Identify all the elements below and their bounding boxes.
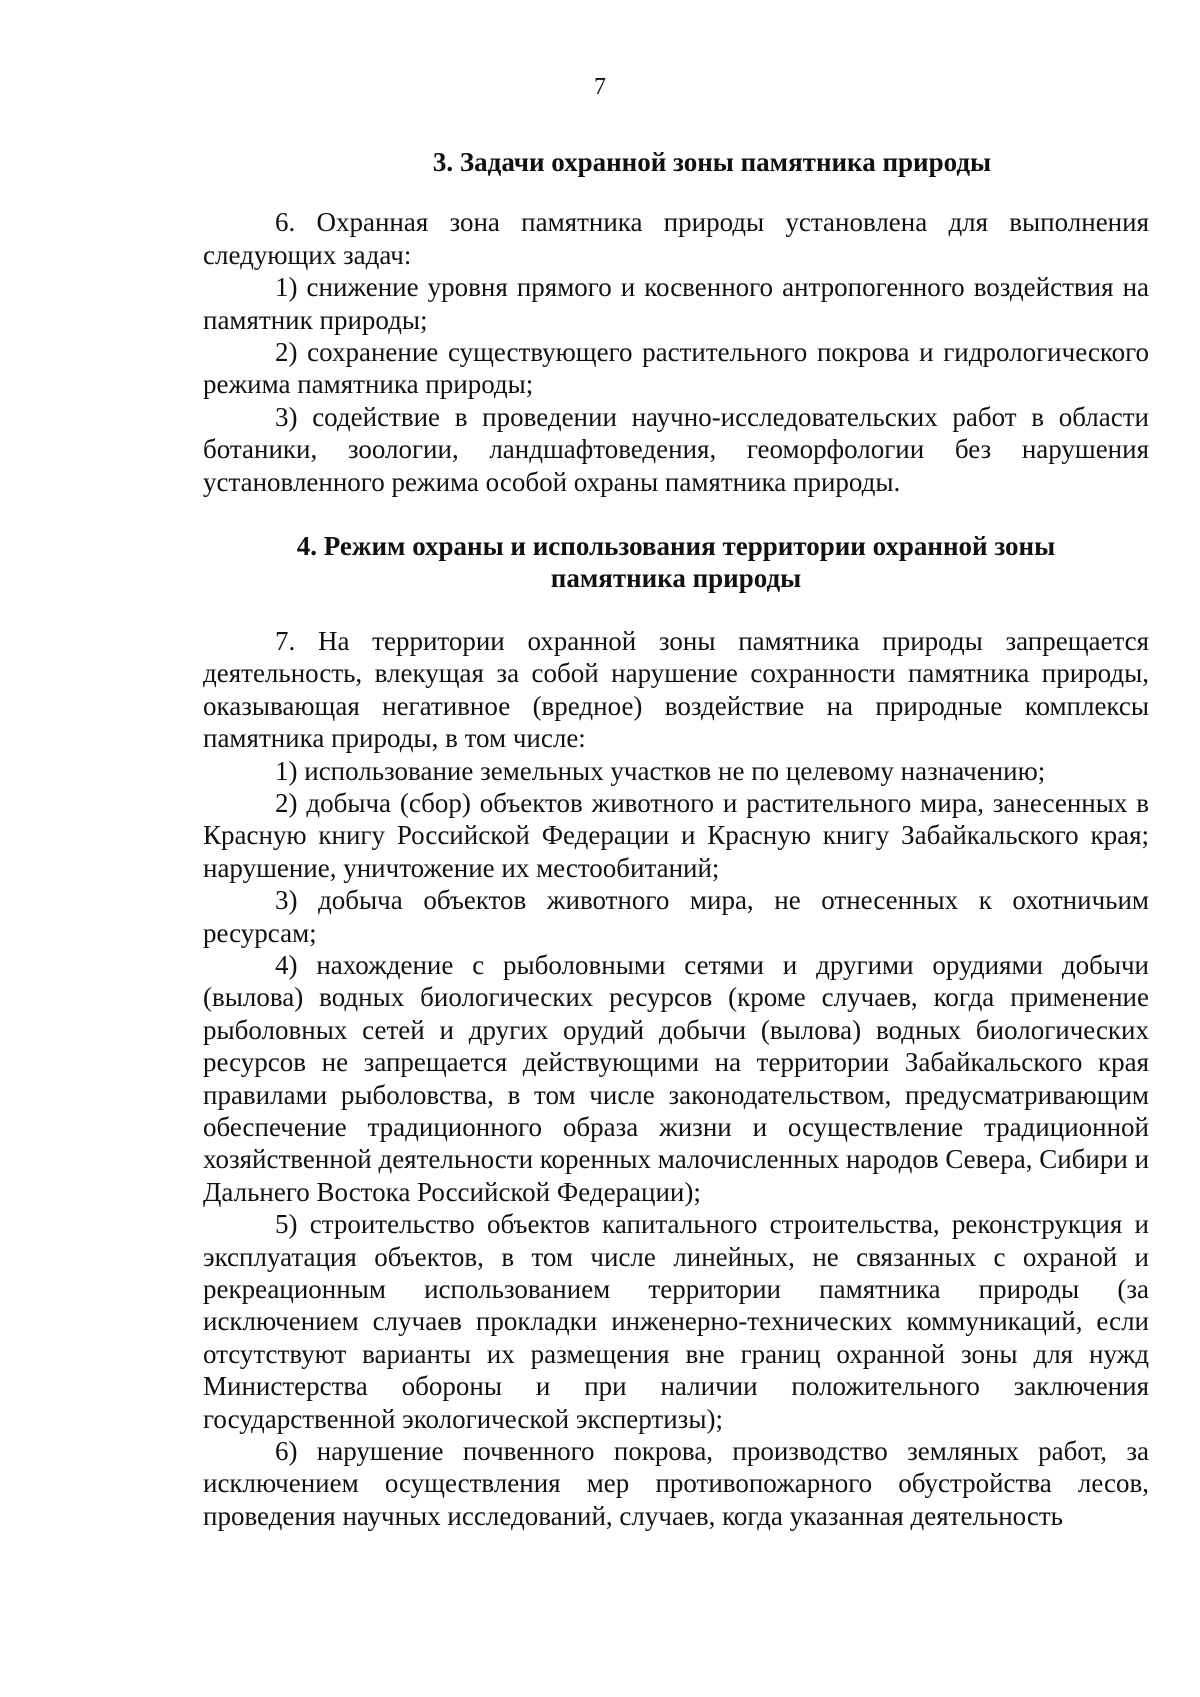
- section-4-heading: [203, 530, 1149, 595]
- prohibition-item-2: 2) добыча (сбор) объектов животного и растительного мира, занесенных в Красную книгу Российской Федерации и Красную книгу Забайкальского края; нарушение, уничтожение их местообитаний;: [203, 787, 1149, 883]
- spacer: [203, 178, 1149, 206]
- document-body: [203, 146, 1149, 1532]
- task-item-3: 3) содействие в проведении научно-исследовательских работ в области ботаники, зоологии, ландшафтоведения, геоморфологии без нарушения установленного режима особой охраны памятника природы.: [203, 401, 1149, 497]
- prohibition-item-3: 3) добыча объектов животного мира, не отнесенных к охотничьим ресурсам;: [203, 885, 1149, 948]
- task-item-2: 2) сохранение существующего растительного покрова и гидрологического режима памятника природы;: [203, 337, 1149, 400]
- task-item-1: 1) снижение уровня прямого и косвенного антропогенного воздействия на памятник природы;: [203, 272, 1149, 335]
- paragraph-6: 6. Охранная зона памятника природы установлена для выполнения следующих задач:: [203, 207, 1149, 270]
- section-4-heading-line-1: 4. Режим охраны и использования территории охранной зоны: [296, 531, 1056, 562]
- prohibition-item-1: 1) использование земельных участков не по целевому назначению;: [275, 755, 1046, 786]
- section-3-heading: 3. Задачи охранной зоны памятника природы: [432, 147, 992, 177]
- prohibition-item-6: 6) нарушение почвенного покрова, производство земляных работ, за исключением осуществления мер противопожарного обустройства лесов, проведения научных исследований, случаев, когда указанная деятельность: [203, 1436, 1149, 1531]
- section-4-heading-line-2: памятника природы: [550, 563, 802, 594]
- spacer: [203, 595, 1149, 625]
- prohibition-item-4: 4) нахождение с рыболовными сетями и другими орудиями добычи (вылова) водных биологических ресурсов (кроме случаев, когда применение рыболовных сетей и других орудий добычи (вылова) водных биологических ресурсов не запрещается действующими на территории Забайкальского края правилами рыболовства, в том числе законодательством, предусматривающим обеспечение традиционного образа жизни и осуществление традиционной хозяйственной деятельности коренных малочисленных народов Севера, Сибири и Дальнего Востока Российской Федерации);: [203, 949, 1150, 1207]
- paragraph-7: 7. На территории охранной зоны памятника природы запрещается деятельность, влекущая за собой нарушение сохранности памятника природы, оказывающая негативное (вредное) воздействие на природные комплексы памятника природы, в том числе:: [203, 625, 1149, 754]
- page-number: 7: [594, 74, 606, 100]
- prohibition-item-5: 5) строительство объектов капитального строительства, реконструкция и эксплуатация объектов, в том числе линейных, не связанных с охраной и рекреационным использованием территории памятника природы (за исключением случаев прокладки инженерно-технических коммуникаций, если отсутствуют варианты их размещения вне границ охранной зоны для нужд Министерства обороны и при наличии положительного заключения государственной экологической экспертизы);: [203, 1209, 1149, 1434]
